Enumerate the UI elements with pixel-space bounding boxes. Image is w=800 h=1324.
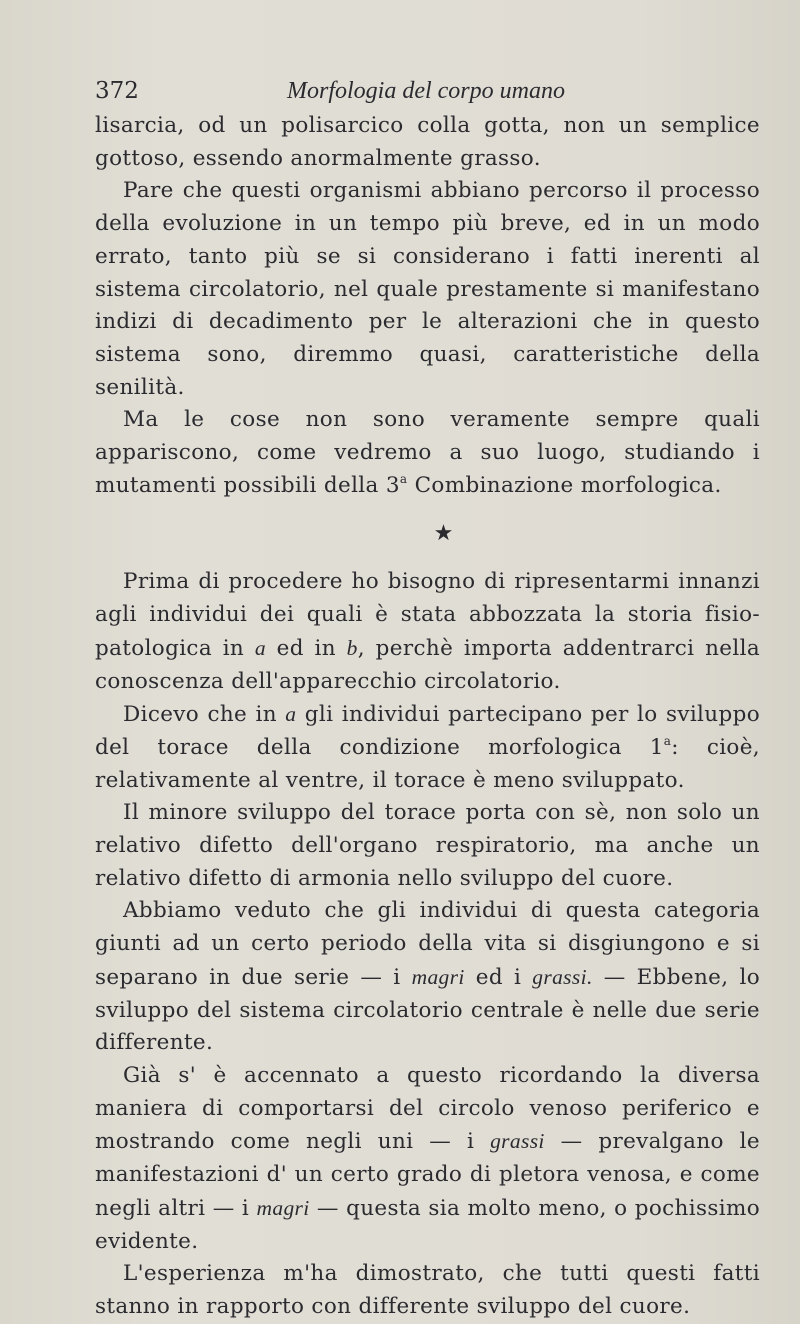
- paragraph-7: [95, 895, 760, 1060]
- section-separator-star: ★: [433, 521, 454, 547]
- ordinal-superscript: a: [663, 733, 672, 748]
- paragraph-8-text-a: Già s' è accennato a questo ricordando la diversa maniera di comportarsi del circolo venoso periferico e mostrando come negli uni — i: [95, 1062, 760, 1155]
- paragraph-6: Il minore sviluppo del torace porta con sè, non solo un relativo difetto dell'organo respiratorio, ma anche un relativo difetto di armonia nello sviluppo del cuore.: [95, 800, 760, 891]
- paragraph-5-text-b: gli individui partecipano per lo sviluppo del torace della condizione morfologica 1: [95, 702, 760, 760]
- paragraph-3-text-a: Ma le cose non sono veramente sempre quali appariscono, come vedremo a suo luogo, studiando i mutamenti possibili della 3: [95, 407, 760, 498]
- paragraph-5-text-c: : cioè, relativamente al ventre, il torace è meno sviluppato.: [95, 734, 760, 793]
- paragraph-3: [95, 404, 760, 502]
- paragraph-8: [95, 1060, 760, 1258]
- ordinal-superscript: a: [399, 471, 408, 486]
- italic-letter-a: a: [254, 635, 266, 660]
- paragraph-4-text-c: , perchè importa addentrarci nella conoscenza dell'apparecchio circolatorio.: [95, 635, 761, 694]
- paragraph-7-text-b: ed i: [464, 964, 533, 990]
- page-header: [95, 72, 760, 110]
- paragraph-4-text-b: ed in: [265, 635, 347, 661]
- italic-word-magri: magri: [256, 1195, 310, 1220]
- paragraph-8-text-c: — questa sia molto meno, o pochissimo evidente.: [95, 1195, 760, 1254]
- page-content: [95, 72, 760, 1324]
- body-text: [95, 110, 760, 1324]
- paragraph-4: [95, 566, 760, 698]
- italic-letter-a: a: [285, 702, 297, 727]
- running-title: Morfologia del corpo umano: [287, 78, 565, 104]
- italic-letter-b: b: [346, 635, 358, 660]
- paragraph-1: lisarcia, od un polisarcico colla gotta, non un semplice gottoso, essendo anormalmente grasso.: [95, 113, 760, 171]
- italic-word-grassi: grassi: [490, 1129, 545, 1154]
- page-number: 372: [95, 78, 139, 104]
- paragraph-4-text-a: Prima di procedere ho bisogno di ripresentarmi innanzi agli individui dei quali è stata abbozzata la storia fisio-patologica in: [95, 569, 760, 661]
- paragraph-3-text-b: Combinazione morfologica.: [407, 472, 722, 498]
- paragraph-7-text-c: — Ebbene, lo sviluppo del sistema circolatorio centrale è nelle due serie differente.: [95, 964, 760, 1056]
- italic-word-grassi: grassi.: [532, 964, 593, 989]
- italic-word-magri: magri: [411, 964, 465, 989]
- paragraph-2: Pare che questi organismi abbiano percorso il processo della evoluzione in un tempo più breve, ed in un modo errato, tanto più se si considerano i fatti inerenti al sistema circolatorio, nel quale prestamente si manifestano indizi di decadimento per le alterazioni che in questo sistema sono, diremmo quasi, caratteristiche della senilità.: [95, 178, 760, 400]
- paragraph-5: [95, 698, 760, 797]
- paragraph-8-text-b: — prevalgano le manifestazioni d' un certo grado di pletora venosa, e come negli altri — i: [95, 1129, 760, 1221]
- paragraph-7-text-a: Abbiamo veduto che gli individui di questa categoria giunti ad un certo periodo della vita si disgiungono e si separano in due serie — i: [95, 898, 760, 990]
- paragraph-9: L'esperienza m'ha dimostrato, che tutti questi fatti stanno in rapporto con differente sviluppo del cuore.: [95, 1261, 760, 1319]
- paragraph-5-text-a: Dicevo che in: [123, 702, 286, 728]
